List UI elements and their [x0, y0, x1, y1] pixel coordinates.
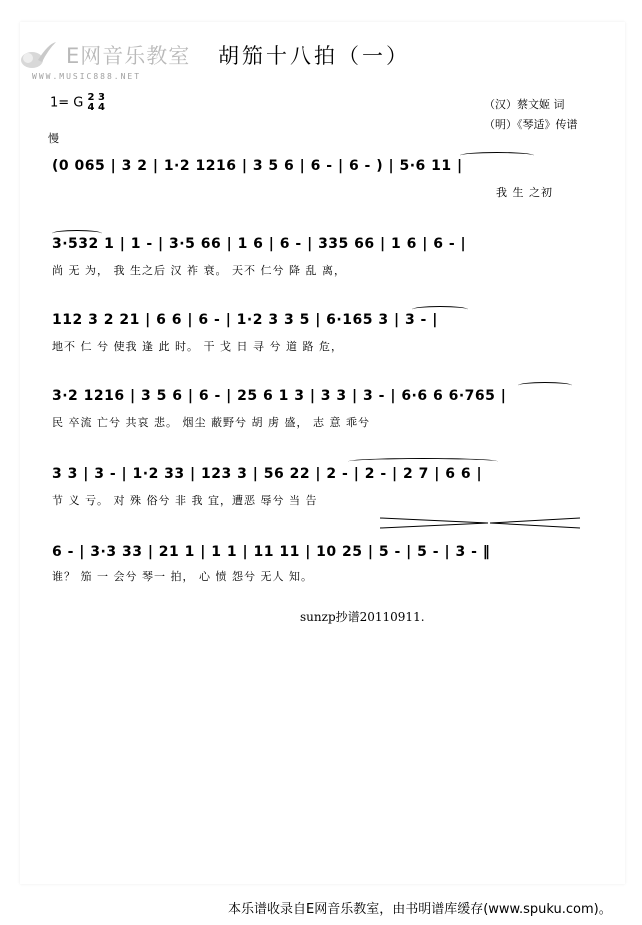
lyric-line: 民 卒流 亡兮 共哀 悲。 烟尘 蔽野兮 胡 虏 盛， 志 意 乖兮 — [52, 416, 370, 429]
notation-line: 112 3 2 21 | 6 6 | 6 - | 1·2 3 3 5 | 6·165 3 | 3 - | — [52, 312, 438, 328]
decrescendo-hairpin — [380, 516, 490, 530]
notation-line: 3·532 1 | 1 - | 3·5 66 | 1 6 | 6 - | 335 66 | 1 6 | 6 - | — [52, 236, 467, 252]
key-label: 1= G — [50, 95, 84, 111]
tempo-marking: 慢 — [48, 132, 59, 145]
time-top: 2 3 — [87, 92, 105, 103]
lyric-line: 地不 仁 兮 使我 逢 此 时。 干 戈 日 寻 兮 道 路 危， — [52, 340, 343, 353]
source-footer: 本乐谱收录自E网音乐教室，由书明谱库缓存(www.spuku.com)。 — [228, 902, 612, 917]
site-logo — [18, 38, 198, 84]
notation-line: 6 - | 3·3 33 | 21 1 | 1 1 | 11 11 | 10 25 | 5 - | 5 - | 3 - ‖ — [52, 544, 491, 560]
time-signature — [88, 93, 105, 113]
crescendo-hairpin — [490, 516, 582, 530]
lyric-line: 节 义 亏。 对 殊 俗兮 非 我 宜，遭恶 辱兮 当 告 — [52, 494, 318, 507]
music-note-logo-icon — [18, 38, 58, 72]
key-signature — [50, 93, 105, 113]
score-credit: （明）《琴适》传谱 — [484, 118, 578, 131]
notation-line: (0 065 | 3 2 | 1·2 1216 | 3 5 6 | 6 - | 6 - ) | 5·6 11 | — [52, 158, 463, 174]
notation-line: 3 3 | 3 - | 1·2 33 | 123 3 | 56 22 | 2 - | 2 - | 2 7 | 6 6 | — [52, 466, 483, 482]
logo-text: E网音乐教室 — [66, 44, 191, 68]
slur — [460, 152, 534, 159]
slur — [518, 382, 572, 389]
lyricist-credit: （汉）蔡文姬 词 — [484, 98, 565, 111]
lyric-line: 谁？ 笳 一 会兮 琴一 拍， 心 愤 怨兮 无人 知。 — [52, 570, 313, 583]
lyric-line: 尚 无 为， 我 生之后 汉 祚 衰。 天不 仁兮 降 乱 离， — [52, 264, 346, 277]
copyist-note: sunzp抄谱20110911. — [300, 610, 425, 624]
song-title: 胡笳十八拍（一） — [218, 44, 410, 68]
time-bottom: 4 4 — [87, 102, 105, 113]
lyric-line: 我 生 之初 — [496, 186, 553, 199]
logo-url: WWW.MUSIC888.NET — [32, 72, 142, 81]
score-sheet — [20, 22, 625, 884]
slur — [348, 458, 498, 465]
notation-line: 3·2 1216 | 3 5 6 | 6 - | 25 6 1 3 | 3 3 | 3 - | 6·6 6 6·765 | — [52, 388, 507, 404]
